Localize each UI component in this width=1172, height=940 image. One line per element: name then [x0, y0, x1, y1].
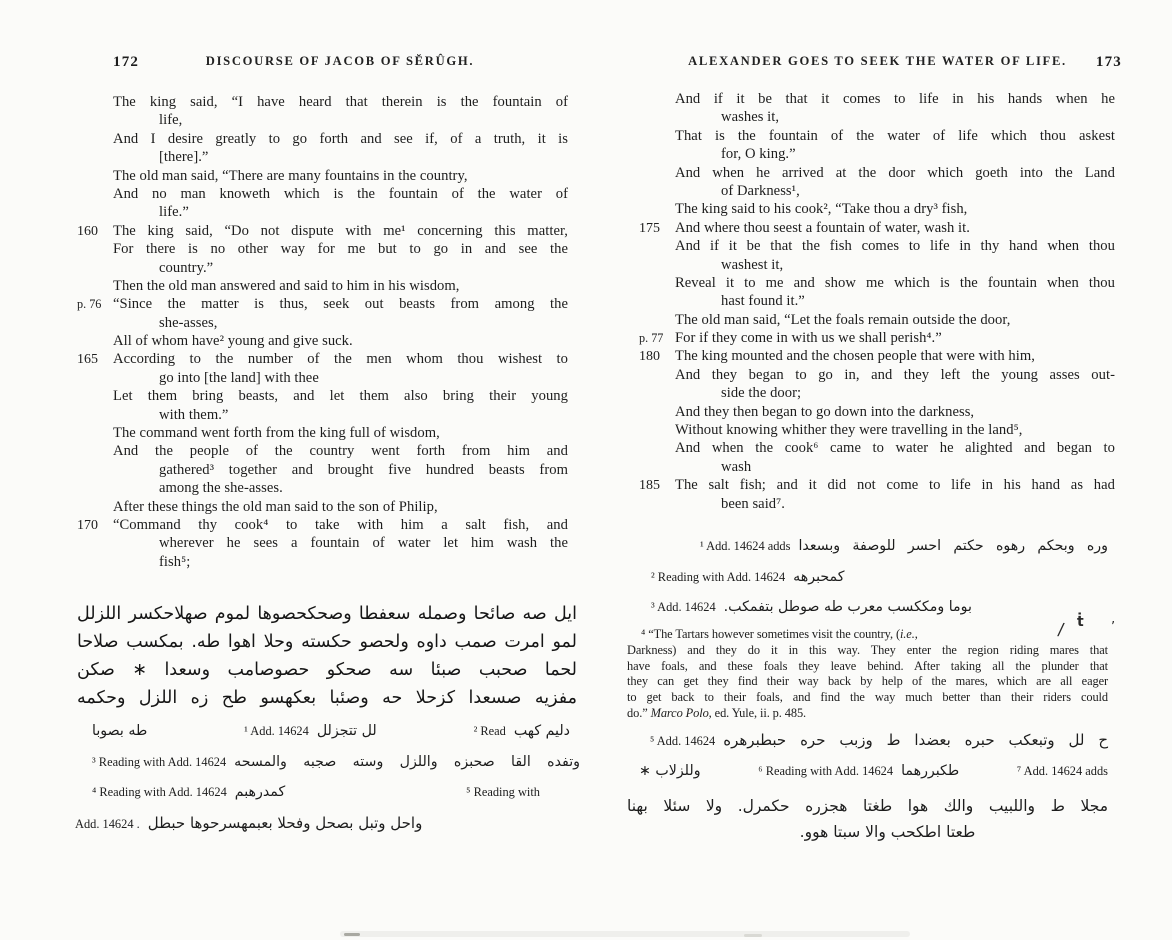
verse-text: And if it be that the fish comes to life in thy hand when thou	[675, 238, 1115, 255]
left-verse-block	[75, 93, 580, 571]
verse-line	[627, 90, 1128, 108]
verse-text: wash	[721, 458, 752, 475]
scan-speck	[744, 934, 762, 937]
footnote-quote-line	[627, 659, 1108, 675]
verse-line	[75, 295, 580, 313]
line-number-gutter: 160	[77, 223, 98, 239]
scan-speck	[344, 933, 360, 936]
pen-mark-tick: ’	[1111, 620, 1116, 635]
syriac-line: لحما صحبب صبئا سه صحكو حصوصامب وسعدا ∗ صكن	[77, 660, 577, 680]
verse-text: country.”	[159, 259, 214, 276]
verse-text: And when the cook⁶ came to water he alighted and began to	[675, 440, 1115, 457]
footnote-label: Add. 14624 .	[75, 816, 140, 831]
syriac-line: مفزيه صسعدا كزحلا حه وصئبا بعكهسو طح زه اللزل وحكمه	[77, 688, 577, 708]
verse-text: The king said, “I have heard that therein is the fountain of	[113, 94, 568, 110]
verse-line	[627, 219, 1128, 237]
quote-text: ⁴ “The Tartars however sometimes visit the country, (	[641, 627, 900, 641]
verse-text: washest it,	[721, 256, 784, 273]
verse-line	[75, 259, 580, 277]
verse-text: And no man knoweth which is the fountain of the water of	[113, 185, 568, 202]
line-number-gutter: 185	[639, 478, 660, 494]
verse-line	[627, 403, 1128, 421]
verse-text: for, O king.”	[721, 146, 796, 163]
verse-text: with them.”	[159, 406, 229, 423]
verse-text: The old man said, “Let the foals remain outside the door,	[675, 311, 1011, 328]
footnote-syriac: دليم كهب	[513, 723, 570, 739]
verse-text: go into [the land] with thee	[159, 369, 319, 386]
verse-line	[75, 167, 580, 185]
verse-text: The king said, “Do not dispute with me¹ concerning this matter,	[113, 222, 568, 239]
quote-text: , ed. Yule, ii. p. 485.	[708, 705, 807, 720]
footnote-syriac: طكبررهما	[901, 763, 960, 780]
verse-line	[75, 553, 580, 571]
verse-line	[75, 369, 580, 387]
verse-line	[627, 164, 1128, 182]
verse-line	[627, 495, 1128, 513]
verse-line	[75, 332, 580, 350]
footnote-quote-line	[627, 627, 1108, 643]
syriac-line: ايل صه صائحا وصمله سعفطا وصحكحصوها لموم صهلاحكسر اللزلل	[77, 604, 577, 624]
verse-line	[75, 240, 580, 258]
verse-text: washes it,	[721, 109, 780, 126]
syriac-line: طعتا اطكحب والا سبتا هوو.	[799, 822, 976, 841]
verse-text: hast found it.”	[721, 293, 805, 310]
verse-line	[627, 476, 1128, 494]
right-verse-block	[627, 90, 1128, 513]
right-page-number: 173	[1095, 54, 1122, 70]
verse-text: That is the fountain of the water of life which thou askest	[675, 127, 1115, 144]
footnote-label: ⁵ Add. 14624	[650, 733, 716, 748]
verse-line	[75, 387, 580, 405]
verse-line	[627, 421, 1128, 439]
footnote-row	[75, 722, 580, 741]
verse-line	[627, 347, 1128, 365]
verse-text: “Command thy cook⁴ to take with him a salt fish, and	[113, 516, 568, 533]
verse-text: And they then began to go down into the darkness,	[675, 403, 975, 420]
verse-text: gathered³ together and brought five hundred beasts from	[159, 461, 568, 478]
verse-line	[75, 222, 580, 240]
quote-italic-text: i.e.	[899, 627, 915, 641]
footnote-syriac: لل تتجزلل	[316, 723, 377, 739]
verse-line	[627, 292, 1128, 310]
footnote-row	[627, 598, 1108, 617]
line-number-gutter: p. 77	[639, 331, 664, 346]
syriac-quote-block	[77, 600, 577, 712]
syriac-line: لمو امرت صمب داوه ولحصو حكسته وحلا اهوا طه. بمكسب صلاحا	[77, 632, 577, 652]
verse-line	[627, 200, 1128, 218]
verse-text: The old man said, “There are many fountains in the country,	[113, 167, 468, 184]
verse-line	[75, 461, 580, 479]
quote-text: have foals, and these foals they leave behind. After taking all the plunder that	[627, 658, 1108, 673]
verse-text: among the she-asses.	[159, 480, 283, 497]
verse-text: The king mounted and the chosen people that were with him,	[675, 348, 1035, 365]
verse-text: life.”	[159, 204, 189, 221]
verse-text: Let them bring beasts, and let them also bring their young	[113, 388, 568, 405]
footnote-quote-line	[627, 706, 1108, 722]
footnote-2	[474, 722, 570, 741]
footnote-6	[758, 762, 959, 781]
footnote-quote-line	[627, 643, 1108, 659]
verse-line	[75, 498, 580, 516]
syriac-fragment: طه بصوبا	[92, 723, 148, 739]
verse-line	[627, 127, 1128, 145]
line-number-gutter: 170	[77, 517, 98, 533]
pen-mark-dots: ṫ	[1077, 614, 1084, 630]
verse-text: And they began to go in, and they left the young asses out-	[675, 366, 1115, 383]
verse-text: fish⁵;	[159, 553, 191, 570]
footnote-syriac: بوما ومككسب معرب طه صوطل بتفمكب.	[723, 599, 972, 615]
left-page-number: 172	[113, 54, 140, 70]
footnote-label: ⁵ Reading with	[466, 785, 540, 799]
verse-text: The salt fish; and it did not come to life in his hand as had	[675, 477, 1115, 494]
verse-text: And if it be that it comes to life in his hands when he	[675, 91, 1115, 107]
footnote-row	[75, 814, 580, 834]
verse-text: After these things the old man said to the son of Philip,	[113, 498, 438, 515]
scan-shadow-bar	[340, 931, 910, 937]
verse-text: side the door;	[721, 385, 802, 402]
verse-line	[75, 93, 580, 111]
quote-text: they can get they find their way back by help of the mares, which are all eager	[627, 674, 1108, 689]
right-footnotes	[627, 537, 1108, 845]
verse-line	[627, 384, 1128, 402]
verse-line	[627, 256, 1128, 274]
verse-line	[75, 516, 580, 534]
line-number-gutter: 165	[77, 352, 98, 368]
verse-text: wherever he sees a fountain of water let him wash the	[159, 535, 568, 552]
quote-text: do.”	[627, 705, 651, 720]
footnote-quote-line	[627, 690, 1108, 706]
verse-line	[627, 366, 1128, 384]
verse-text: The command went forth from the king full of wisdom,	[113, 425, 440, 442]
verse-line	[75, 111, 580, 129]
right-page-header	[627, 54, 1128, 74]
footnote-syriac: كمحبرهه	[793, 568, 845, 585]
syriac-line: مجلا ط واللبيب والك هوا طغتا هجزره حكمرل. ولا سئلا بهنا	[627, 796, 1108, 815]
line-number-gutter: 175	[639, 220, 660, 236]
verse-text: And I desire greatly to go forth and see if, of a truth, it is	[113, 130, 568, 147]
footnote-syriac: ح لل وتبعكب حبره بعضدا ط وزبب حره حبطبرهره	[723, 730, 1108, 749]
footnote-label: ² Read	[473, 724, 506, 738]
footnote-label: ⁴ Reading with Add. 14624	[92, 785, 227, 799]
footnote-label: ³ Add. 14624	[651, 600, 716, 614]
verse-line	[627, 458, 1128, 476]
verse-line	[75, 350, 580, 368]
verse-text: she-asses,	[159, 314, 218, 331]
right-running-title: ALEXANDER GOES TO SEEK THE WATER OF LIFE.	[688, 54, 1067, 68]
footnote-label: ¹ Add. 14624 adds	[700, 539, 791, 553]
verse-line	[627, 182, 1128, 200]
quote-text: Darkness) and they do it in this way. They enter the region riding mares that	[627, 642, 1108, 657]
line-number-gutter: 180	[639, 349, 660, 365]
left-page-header	[75, 54, 580, 74]
verse-text: And the people of the country went forth from him and	[113, 443, 568, 460]
footnote-label: ⁷ Add. 14624 adds	[1016, 764, 1108, 779]
verse-text: of Darkness¹,	[721, 182, 800, 199]
verse-line	[75, 442, 580, 460]
verse-line	[75, 130, 580, 148]
footnote-row	[627, 731, 1108, 751]
footnote-syriac: واحل وتبل بصحل وفحلا بعبمهسرحوها حبطل	[147, 813, 423, 832]
quote-text: ,	[914, 627, 918, 641]
verse-text: “Since the matter is thus, seek out beasts from among the	[113, 296, 568, 313]
footnote-label: ⁶ Reading with Add. 14624	[758, 764, 894, 779]
footnote-syriac: وره وبحكم رهوه حكتم احسر للوصفة وبسعدا	[798, 538, 1108, 554]
verse-line	[627, 108, 1128, 126]
footnote-label: ¹ Add. 14624	[244, 724, 309, 738]
footnote-label: ² Reading with Add. 14624	[651, 569, 786, 584]
verse-text: been said⁷.	[721, 495, 785, 512]
footnote-label: ³ Reading with Add. 14624	[92, 754, 227, 769]
verse-text: life,	[159, 112, 183, 129]
verse-text: For there is no other way for me but to go in and see the	[113, 241, 568, 258]
verse-text: According to the number of the men whom thou wishest to	[113, 351, 568, 368]
pen-mark-slash: /	[1056, 619, 1066, 641]
verse-line	[75, 534, 580, 552]
verse-line	[627, 274, 1128, 292]
verse-line	[75, 148, 580, 166]
quote-text: to get back to their foals, and find the way much better than their riders could	[627, 690, 1108, 705]
footnote-syriac: وللزلاب ∗	[639, 763, 701, 780]
verse-line	[627, 237, 1128, 255]
verse-text: All of whom have² young and give suck.	[113, 333, 353, 350]
verse-text: Without knowing whither they were travelling in the land⁵,	[675, 422, 1023, 439]
verse-text: [there].”	[159, 149, 209, 166]
quote-italic-text: Marco Polo	[650, 705, 709, 720]
verse-line	[75, 203, 580, 221]
line-number-gutter: p. 76	[77, 297, 102, 312]
footnote-row	[75, 783, 580, 802]
left-footnotes	[75, 722, 580, 845]
footnote-row	[75, 753, 580, 772]
verse-line	[75, 277, 580, 295]
left-running-title: DISCOURSE OF JACOB OF SĔRÛGH.	[205, 54, 475, 68]
verse-text: The king said to his cook², “Take thou a dry³ fish,	[675, 201, 968, 218]
footnote-row	[627, 537, 1108, 556]
verse-line	[627, 439, 1128, 457]
footnote-syriac: كمدرهبم	[234, 784, 286, 800]
footnote-quote-line	[627, 674, 1108, 690]
verse-text: Then the old man answered and said to him in his wisdom,	[113, 277, 460, 294]
footnote-4	[92, 783, 285, 802]
verse-line	[75, 314, 580, 332]
verse-line	[75, 424, 580, 442]
verse-line	[627, 329, 1128, 347]
verse-line	[75, 185, 580, 203]
footnote-1	[244, 722, 377, 741]
verse-line	[75, 406, 580, 424]
verse-text: And where thou seest a fountain of water, wash it.	[675, 219, 970, 236]
verse-line	[627, 311, 1128, 329]
footnote-marco-polo-quote	[627, 627, 1108, 722]
footnote-row	[627, 762, 1108, 781]
footnote-syriac: وتفده القا صحبزه واللزل وسته صجبه والمسحه	[234, 753, 580, 770]
verse-text: And when he arrived at the door which goeth into the Land	[675, 164, 1115, 181]
verse-line	[627, 145, 1128, 163]
footnote-row	[627, 568, 1108, 587]
verse-text: Reveal it to me and show me which is the fountain when thou	[675, 274, 1115, 291]
verse-text: For if they come in with us we shall perish⁴.”	[675, 330, 942, 347]
verse-line	[75, 479, 580, 497]
